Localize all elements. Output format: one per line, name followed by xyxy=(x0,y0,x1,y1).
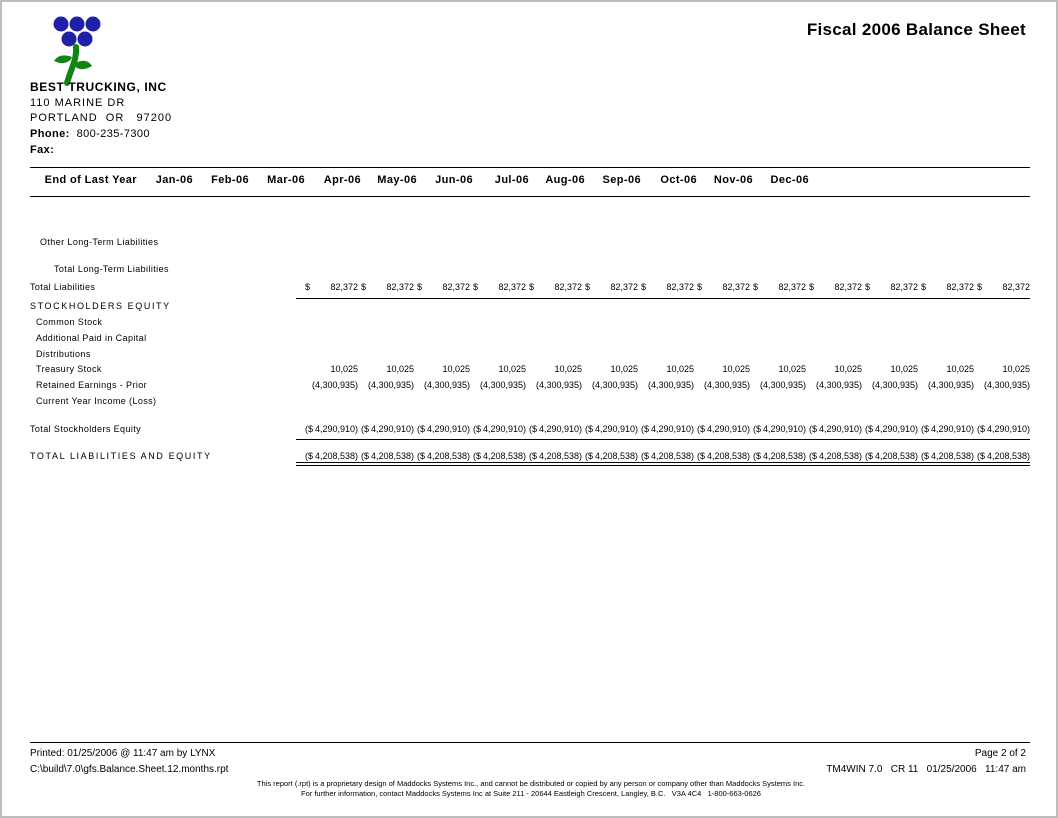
amount: 4,208,538) xyxy=(874,451,918,461)
row-label: Total Liabilities xyxy=(30,282,96,292)
amount: 4,290,910) xyxy=(818,424,862,434)
value-cell xyxy=(470,423,526,435)
amount: 82,372 xyxy=(554,282,582,292)
phone-value: 800-235-7300 xyxy=(76,128,150,140)
value-cell xyxy=(414,423,470,435)
row-label: Retained Earnings - Prior xyxy=(36,380,148,390)
amount: 4,208,538) xyxy=(538,451,582,461)
value-cell xyxy=(750,423,806,435)
company-fax xyxy=(30,144,58,156)
currency-symbol: $ xyxy=(921,282,927,292)
value-cell: (4,300,935) xyxy=(423,380,470,390)
company-address-line1: 110 MARINE DR xyxy=(30,97,126,109)
row-label: Distributions xyxy=(36,349,91,359)
value-cell: (4,300,935) xyxy=(591,380,638,390)
currency-symbol: ($ xyxy=(865,424,874,434)
column-header: End of Last Year xyxy=(44,174,137,186)
table-row xyxy=(30,395,1030,407)
value-cell: 10,025 xyxy=(778,364,806,374)
amount: 4,208,538) xyxy=(482,451,526,461)
value-cell: (4,300,935) xyxy=(311,380,358,390)
footer-disclaimer-line1: This report (.rpt) is a proprietary design of Maddocks Systems Inc., and cannot be distributed or copied by any person or company other than Maddocks Systems Inc. xyxy=(256,779,806,788)
value-cell: 10,025 xyxy=(666,364,694,374)
value-cell xyxy=(251,281,358,293)
footer-printed-stamp: Printed: 01/25/2006 @ 11:47 am by LYNX xyxy=(30,748,216,759)
value-cell xyxy=(526,423,582,435)
row-label: STOCKHOLDERS EQUITY xyxy=(30,301,171,311)
value-cell xyxy=(918,450,974,462)
currency-symbol: $ xyxy=(529,282,535,292)
row-label: Additional Paid in Capital xyxy=(36,333,147,343)
column-header: Aug-06 xyxy=(545,174,585,186)
table-header-row xyxy=(30,174,1030,186)
amount: 82,372 xyxy=(666,282,694,292)
value-cell: 10,025 xyxy=(554,364,582,374)
value-cell xyxy=(582,423,638,435)
currency-symbol: ($ xyxy=(809,424,818,434)
amount: 82,372 xyxy=(386,282,414,292)
currency-symbol: ($ xyxy=(977,451,986,461)
value-cell: 10,025 xyxy=(610,364,638,374)
value-cell: (4,300,935) xyxy=(927,380,974,390)
company-name: BEST TRUCKING, INC xyxy=(30,80,167,94)
value-cell: 10,025 xyxy=(330,364,358,374)
value-cell xyxy=(862,423,918,435)
currency-symbol: ($ xyxy=(529,424,538,434)
value-cell xyxy=(251,450,358,462)
total-liabilities-equity-double-rule xyxy=(296,462,1030,466)
amount: 4,290,910) xyxy=(650,424,694,434)
value-cell xyxy=(526,450,582,462)
amount: 4,208,538) xyxy=(426,451,470,461)
column-header: Jul-06 xyxy=(494,174,529,186)
amount: 82,372 xyxy=(498,282,526,292)
column-header: Dec-06 xyxy=(770,174,809,186)
value-cell xyxy=(862,281,918,293)
amount: 82,372 xyxy=(330,282,358,292)
value-cell xyxy=(414,281,470,293)
value-cell xyxy=(582,450,638,462)
value-cell xyxy=(526,281,582,293)
value-cell xyxy=(470,450,526,462)
currency-symbol: ($ xyxy=(361,451,370,461)
currency-symbol: ($ xyxy=(921,451,930,461)
currency-symbol: ($ xyxy=(697,451,706,461)
fax-label: Fax: xyxy=(30,144,55,156)
company-phone xyxy=(30,128,150,140)
currency-symbol: ($ xyxy=(697,424,706,434)
currency-symbol: ($ xyxy=(585,451,594,461)
page-title: Fiscal 2006 Balance Sheet xyxy=(806,20,1026,39)
value-cell: (4,300,935) xyxy=(647,380,694,390)
value-cell: 10,025 xyxy=(890,364,918,374)
amount: 82,372 xyxy=(834,282,862,292)
header-top-rule xyxy=(30,167,1030,168)
value-cell xyxy=(918,423,974,435)
company-address-line2: PORTLAND OR 97200 xyxy=(30,112,173,124)
value-cell: (4,300,935) xyxy=(983,380,1030,390)
currency-symbol: ($ xyxy=(585,424,594,434)
table-row xyxy=(30,348,1030,360)
currency-symbol: $ xyxy=(641,282,647,292)
table-row xyxy=(30,263,1030,275)
value-cell: (4,300,935) xyxy=(703,380,750,390)
currency-symbol: $ xyxy=(585,282,591,292)
row-label: Current Year Income (Loss) xyxy=(36,396,157,406)
amount: 82,372 xyxy=(722,282,750,292)
currency-symbol: $ xyxy=(473,282,479,292)
table-row xyxy=(30,363,1030,375)
value-cell xyxy=(918,281,974,293)
currency-symbol: ($ xyxy=(417,451,426,461)
value-cell xyxy=(638,281,694,293)
currency-symbol: ($ xyxy=(361,424,370,434)
amount: 4,208,538) xyxy=(930,451,974,461)
amount: 82,372 xyxy=(1002,282,1030,292)
currency-symbol: ($ xyxy=(305,424,314,434)
column-header: Jan-06 xyxy=(155,174,193,186)
currency-symbol: $ xyxy=(865,282,871,292)
table-row xyxy=(30,423,1030,435)
footer-report-path: C:\build\7.0\gfs.Balance.Sheet.12.months.rpt xyxy=(30,764,229,775)
value-cell: 10,025 xyxy=(722,364,750,374)
amount: 4,208,538) xyxy=(762,451,806,461)
value-cell xyxy=(358,450,414,462)
value-cell: (4,300,935) xyxy=(535,380,582,390)
table-row xyxy=(30,281,1030,293)
currency-symbol: ($ xyxy=(921,424,930,434)
currency-symbol: ($ xyxy=(305,451,314,461)
table-row xyxy=(30,379,1030,391)
amount: 4,290,910) xyxy=(426,424,470,434)
value-cell: 10,025 xyxy=(1002,364,1030,374)
value-cell xyxy=(750,281,806,293)
currency-symbol: $ xyxy=(809,282,815,292)
currency-symbol: ($ xyxy=(473,424,482,434)
currency-symbol: ($ xyxy=(809,451,818,461)
amount: 4,290,910) xyxy=(930,424,974,434)
value-cell: (4,300,935) xyxy=(815,380,862,390)
value-cell: (4,300,935) xyxy=(871,380,918,390)
value-cell xyxy=(251,423,358,435)
amount: 4,290,910) xyxy=(594,424,638,434)
table-row xyxy=(30,450,1030,462)
value-cell xyxy=(694,450,750,462)
amount: 4,290,910) xyxy=(762,424,806,434)
row-label: TOTAL LIABILITIES AND EQUITY xyxy=(30,451,212,461)
value-cell xyxy=(638,450,694,462)
amount: 4,208,538) xyxy=(986,451,1030,461)
amount: 4,290,910) xyxy=(370,424,414,434)
value-cell xyxy=(974,423,1030,435)
value-cell xyxy=(358,423,414,435)
amount: 4,208,538) xyxy=(370,451,414,461)
value-cell: (4,300,935) xyxy=(367,380,414,390)
value-cell xyxy=(694,423,750,435)
value-cell xyxy=(974,450,1030,462)
column-header: Nov-06 xyxy=(713,174,753,186)
row-label: Treasury Stock xyxy=(36,364,102,374)
amount: 4,290,910) xyxy=(538,424,582,434)
currency-symbol: $ xyxy=(753,282,759,292)
amount: 4,208,538) xyxy=(594,451,638,461)
value-cell xyxy=(806,281,862,293)
amount: 82,372 xyxy=(610,282,638,292)
currency-symbol: ($ xyxy=(473,451,482,461)
currency-symbol: $ xyxy=(697,282,703,292)
value-cell xyxy=(694,281,750,293)
currency-symbol: ($ xyxy=(641,424,650,434)
value-cell xyxy=(862,450,918,462)
value-cell: 10,025 xyxy=(834,364,862,374)
amount: 4,208,538) xyxy=(706,451,750,461)
currency-symbol: $ xyxy=(977,282,983,292)
currency-symbol: ($ xyxy=(977,424,986,434)
value-cell xyxy=(414,450,470,462)
column-header: Oct-06 xyxy=(660,174,697,186)
company-logo-grapes-icon xyxy=(44,14,106,86)
amount: 82,372 xyxy=(890,282,918,292)
amount: 4,208,538) xyxy=(650,451,694,461)
table-row xyxy=(30,236,1030,248)
currency-symbol: ($ xyxy=(865,451,874,461)
amount: 4,290,910) xyxy=(314,424,358,434)
amount: 4,290,910) xyxy=(706,424,750,434)
value-cell xyxy=(638,423,694,435)
column-header: Mar-06 xyxy=(267,174,305,186)
amount: 82,372 xyxy=(778,282,806,292)
value-cell xyxy=(806,423,862,435)
phone-label: Phone: xyxy=(30,128,70,140)
column-header: Sep-06 xyxy=(602,174,641,186)
value-cell: 10,025 xyxy=(946,364,974,374)
footer-version-stamp: TM4WIN 7.0 CR 11 01/25/2006 11:47 am xyxy=(826,764,1026,775)
amount: 82,372 xyxy=(946,282,974,292)
currency-symbol: ($ xyxy=(753,424,762,434)
table-row xyxy=(30,316,1030,328)
value-cell: 10,025 xyxy=(386,364,414,374)
currency-symbol: ($ xyxy=(529,451,538,461)
table-row xyxy=(30,332,1030,344)
value-cell: 10,025 xyxy=(442,364,470,374)
amount: 4,208,538) xyxy=(818,451,862,461)
amount: 4,208,538) xyxy=(314,451,358,461)
value-cell xyxy=(806,450,862,462)
amount: 4,290,910) xyxy=(874,424,918,434)
amount: 82,372 xyxy=(442,282,470,292)
column-header: Apr-06 xyxy=(323,174,361,186)
currency-symbol: $ xyxy=(361,282,367,292)
header-bottom-rule xyxy=(30,196,1030,197)
value-cell xyxy=(358,281,414,293)
row-label: Common Stock xyxy=(36,317,103,327)
footer-rule xyxy=(30,742,1030,743)
value-cell xyxy=(974,281,1030,293)
row-label: Other Long-Term Liabilities xyxy=(40,237,159,247)
currency-symbol: ($ xyxy=(753,451,762,461)
amount: 4,290,910) xyxy=(482,424,526,434)
value-cell xyxy=(582,281,638,293)
total-stockholders-equity-rule xyxy=(296,439,1030,440)
currency-symbol: $ xyxy=(417,282,423,292)
currency-symbol: ($ xyxy=(417,424,426,434)
footer-disclaimer-line2: For further information, contact Maddocks Systems Inc at Suite 211 - 20644 Eastleigh Crescent, Langley, B.C. V3A 4C4 1-800-663-0626 xyxy=(301,789,761,798)
column-header: May-06 xyxy=(377,174,417,186)
row-label: Total Long-Term Liabilities xyxy=(54,264,169,274)
value-cell: (4,300,935) xyxy=(479,380,526,390)
table-row xyxy=(30,300,1030,312)
row-label: Total Stockholders Equity xyxy=(30,424,142,434)
value-cell xyxy=(750,450,806,462)
value-cell: (4,300,935) xyxy=(759,380,806,390)
column-header: Jun-06 xyxy=(435,174,473,186)
value-cell: 10,025 xyxy=(498,364,526,374)
currency-symbol: ($ xyxy=(641,451,650,461)
total-liabilities-rule xyxy=(296,298,1030,299)
amount: 4,290,910) xyxy=(986,424,1030,434)
column-header: Feb-06 xyxy=(211,174,249,186)
value-cell xyxy=(470,281,526,293)
currency-symbol: $ xyxy=(305,282,311,292)
footer-page-number: Page 2 of 2 xyxy=(974,748,1026,759)
